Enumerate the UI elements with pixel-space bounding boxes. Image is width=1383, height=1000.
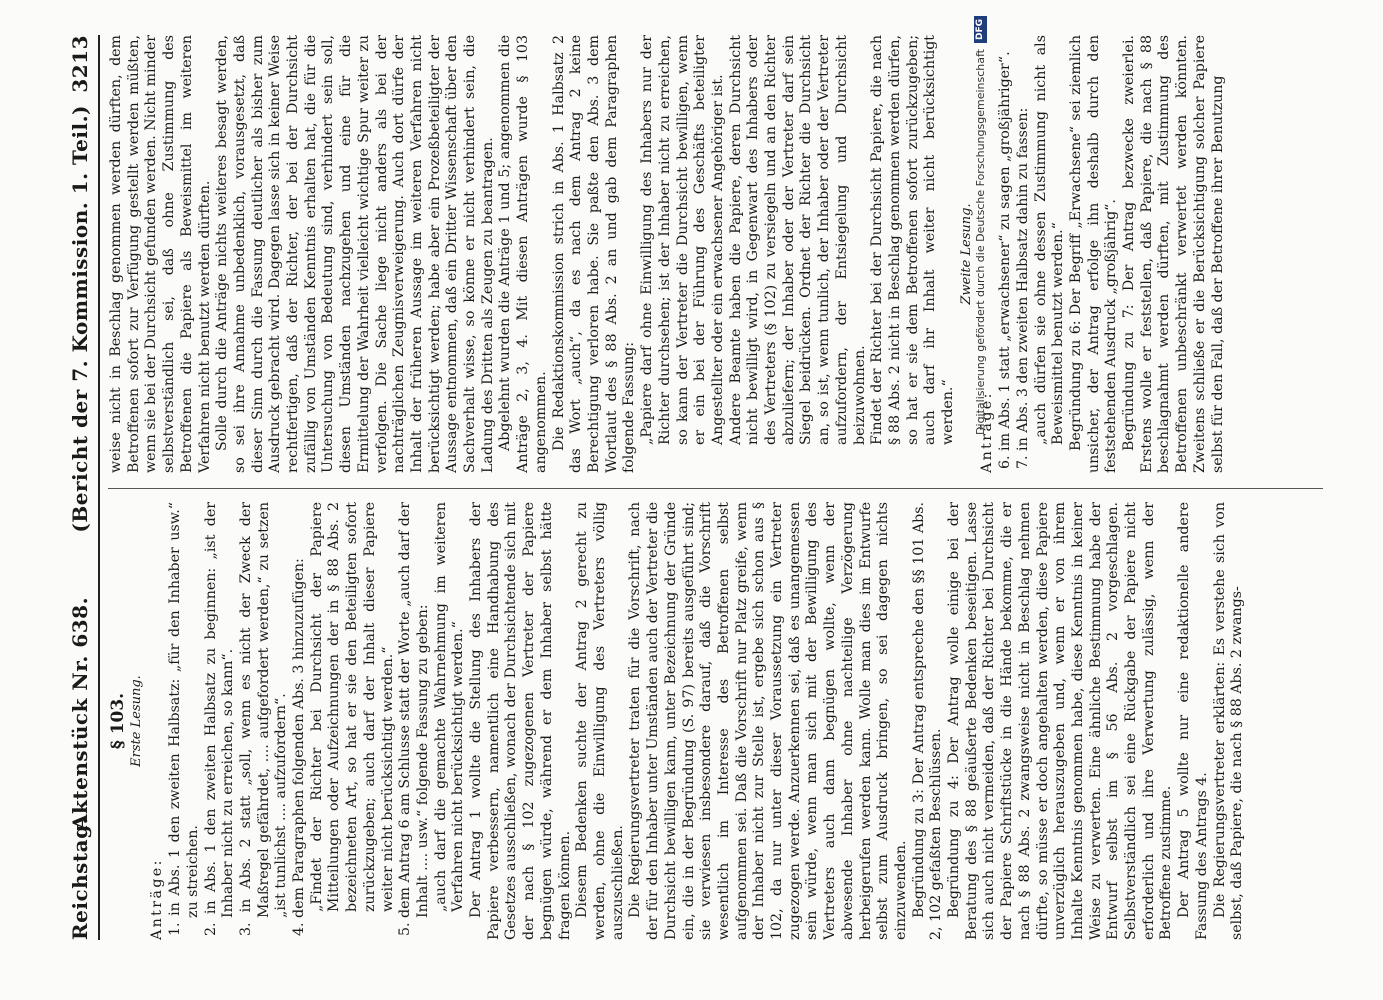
paragraph: Begründung zu 4: Der Antrag wolle einige bei der Beratung des § 88 geäußerte Bedenken beseitigen. Lasse sich auch nicht vermeiden, daß der Richter bei Durchsicht der Papiere Schriftstücke in die Hände bekomme, die er nach § 88 Abs. 2 zwangsweise nicht in Beschlag nehmen dürfte, so müsse er doch angehalten werden, diese Papiere unverzüglich herauszugeben und, wenn er von ihrem Inhalte Kenntnis genommen habe, diese Kenntnis in keiner Weise zu verwerten. Eine ähnliche Bestimmung habe der Entwurf selbst im § 56 Abs. 2 vorgeschlagen. Selbstverständlich sei eine Rückgabe der Papiere nicht erforderlich und ihre Verwertung zulässig, wenn der Betroffene zustimme. (946, 502, 1175, 940)
list-item: 4. dem Paragraphen folgenden Abs. 3 hinzuzufügen: (291, 558, 308, 936)
paragraph: Solle durch die Anträge nichts weiteres besagt werden, so sei ihre Annahme unbedenklich, vorausgesetzt, daß dieser Sinn durch die Fassung deutlicher als bisher zum Ausdruck gebracht wird. Dagegen lasse sich in keiner Weise rechtfertigen, daß der Richter, der bei der Durchsicht zufällig von Umständen Kenntnis erhalten hat, die für die Untersuchung von Bedeutung sind, verhindert sein soll, diesen Umständen nachzugehen und eine für die Ermittelung der Wahrheit vielleicht wichtige Spur weiter zu verfolgen. Die Sache liege nicht anders als bei der nachträglichen Zeugnisverweigerung. Auch dort dürfe der Inhalt der früheren Aussage im weiteren Verfahren nicht berücksichtigt werden; habe aber ein Prozeßbeteiligter der Aussage entnommen, daß ein Dritter Wissenschaft über den Sachverhalt wisse, so könne er nicht verhindert sein, die Ladung des Dritten als Zeugen zu beantragen. (214, 35, 496, 473)
list-item: 5. dem Antrag 6 am Schlusse statt der Worte „auch darf der Inhalt .... usw.“ folgende Fassung zu geben: (397, 502, 431, 936)
section-subtitle: Erste Lesung. (128, 675, 144, 767)
list-item: 2. in Abs. 1 den zweiten Halbsatz zu beginnen: „ist der Inhaber nicht zu erreichen, so kann“. (202, 502, 237, 936)
paragraph: Der Antrag 5 wollte nur eine redaktionelle andere Fassung des Antrags 4. (1176, 502, 1210, 940)
list-item: 3. in Abs. 2 statt „soll, wenn es nicht der Zweck der Maßregel gefährdet, .... aufgefordert werden,“ zu setzen „ist tunlichst .... aufzufordern“. (237, 502, 290, 936)
quote-block: „auch dürfen sie ohne dessen Zustimmung nicht als Beweismittel benutzt werden.“ (1032, 35, 1067, 445)
column-left (108, 502, 1323, 940)
quote-block: „auch darf die gemachte Wahrnehmung im weiteren Verfahren nicht berücksichtigt werden.“ (432, 502, 467, 912)
dfg-logo: DFG (974, 16, 987, 43)
text-columns (108, 35, 1323, 940)
page-header (58, 35, 100, 940)
paragraph: Die Regierungsvertreter erklärten: Es verstehe sich von selbst, daß Papiere, die nach § 88 Abs. 2 zwangs- (1211, 502, 1246, 940)
column-divider (108, 488, 1323, 489)
antraege-label: Anträge: (979, 391, 996, 473)
paragraph: weise nicht in Beschlag genommen werden dürften, dem Betroffenen sofort zur Verfügung gestellt werden müßten, wenn sie bei der Durchsicht gefunden werden. Nicht minder selbstverständlich sei, daß ohne Zustimmung des Betroffenen die Papiere als Beweismittel im weiteren Verfahren nicht benutzt werden dürften. (108, 35, 213, 473)
paragraph: Der Antrag 1 wollte die Stellung des Inhabers der Papiere verbessern, namentlich eine Handhabung des Gesetzes ausschließen, wonach der Durchsichtende sich mit der nach § 102 zugezogenen Vertreter der Papiere begnügen würde, während er dem Inhaber selbst hätte fragen können. (468, 502, 573, 940)
paragraph: Begründung zu 3: Der Antrag entspreche den §§ 101 Abs. 2, 102 gefaßten Beschlüssen. (910, 502, 945, 940)
header-report-title: (Bericht der 7. Kommission. 1. Teil.) (68, 105, 92, 533)
quote-block: „Papiere darf ohne Einwilligung des Inhabers nur der Richter durchsehen; ist der Inhaber nicht zu erreichen, so kann der Vertreter die Durchsicht bewilligen, wenn er ein bei der Führung des Geschäfts beteiligter Angestellter oder ein erwachsener Angehöriger ist. (639, 35, 726, 445)
digitization-text: Digitalisierung gefördert durch die Deutsche Forschungsgemeinschaft (974, 49, 987, 435)
paragraph: Diesem Bedenken suchte der Antrag 2 gerecht zu werden, ohne die Einwilligung des Vertreters völlig auszuschließen. (574, 502, 626, 940)
header-document-number: Aktenstück Nr. 638. (68, 596, 92, 830)
digitization-note (968, 0, 998, 1000)
list-item: 6. im Abs. 1 statt „erwachsener“ zu sagen „großjähriger“. (997, 51, 1014, 469)
list-item: 7. in Abs. 3 den zweiten Halbsatz dahin zu fassen: (1014, 107, 1031, 469)
paragraph: Die Redaktionskommission strich in Abs. 1 Halbsatz 2 das Wort „auch“, da es nach dem Antrag 2 keine Berechtigung verloren habe. Sie paßte den Abs. 3 dem Wortlaut des § 88 Abs. 2 an und gab dem Paragraphen folgende Fassung: (550, 35, 638, 473)
antraege-label: Anträge: (149, 858, 166, 940)
paragraph: Begründung zu 6: Der Begriff „Erwachsene“ sei ziemlich unsicher, der Antrag erfolge ihn deshalb durch den feststehenden Ausdruck „großjährig“. (1067, 35, 1120, 473)
list-item: 1. in Abs. 1 den zweiten Halbsatz: „für den Inhaber usw.“ zu streichen. (167, 502, 201, 936)
paragraph: Abgelehnt wurden die Anträge 1 und 5; angenommen die Anträge 2, 3, 4. Mit diesen Anträgen wurde § 103 angenommen. (497, 35, 549, 473)
paragraph: Begründung zu 7: Der Antrag bezwecke zweierlei. Erstens wolle er feststellen, daß Papiere, die nach § 88 beschlagnahmt werden dürften, mit Zustimmung des Betroffenen unbeschränkt verwertet werden könnten. Zweitens schließe er die Berücksichtigung solcher Papiere selbst für den Fall, daß der Betroffene ihrer Benutzung (1121, 35, 1226, 473)
page-number: 3213 (68, 35, 92, 93)
section-title: § 103. (108, 692, 128, 750)
quote-block: Findet der Richter bei der Durchsicht Papiere, die nach § 88 Abs. 2 nicht in Beschlag genommen werden dürfen, so hat er sie dem Betroffenen sofort zurückzugeben; auch darf ihr Inhalt weiter nicht berücksichtigt werden.“ (869, 35, 957, 445)
page-content (58, 35, 1323, 940)
column-right (108, 35, 1323, 473)
quote-block: „Findet der Richter bei Durchsicht der Papiere Mitteilungen oder Aufzeichnungen der in § 88 Abs. 2 bezeichneten Art, so hat er sie den Beteiligten sofort zurückzugeben; auch darf der Inhalt dieser Papiere weiter nicht berücksichtigt werden.“ (308, 502, 396, 912)
header-left: Reichstag. (68, 816, 92, 940)
second-reading-title: Zweite Lesung. (958, 203, 974, 305)
paragraph: Die Regierungsvertreter traten für die Vorschrift, nach der für den Inhaber unter Umständen auch der Vertreter die Durchsicht bewilligen kann, unter Bezeichnung der Gründe ein, die in der Begründung (S. 97) bereits ausgeführt sind; sie verwiesen insbesondere darauf, daß die Vorschrift wesentlich im Interesse des Betroffenen selbst aufgenommen sei. Daß die Vorschrift nur Platz greife, wenn der Inhaber nicht zur Stelle ist, ergebe sich schon aus § 102, da nur unter dieser Voraussetzung ein Vertreter zugezogen werde. Anzuerkennen sei, daß es unangemessen sein würde, wenn man sich mit der Bewilligung des Vertreters auch dann begnügen wollte, wenn der abwesende Inhaber ohne nachteilige Verzögerung herbeigerufen werden kann. Wolle man dies im Entwurfe selbst zum Ausdruck bringen, so sei dagegen nichts einzuwenden. (627, 502, 909, 940)
quote-block: Andere Beamte haben die Papiere, deren Durchsicht nicht bewilligt wird, in Gegenwart des Inhabers oder des Vertreters (§ 102) zu versiegeln und an den Richter abzuliefern; der Inhaber oder der Vertreter darf sein Siegel beidrücken. Ordnet der Richter die Durchsicht an, so ist, wenn tunlich, der Inhaber oder der Vertreter aufzufordern, der Entsiegelung und Durchsicht beizuwohnen. (727, 35, 868, 445)
